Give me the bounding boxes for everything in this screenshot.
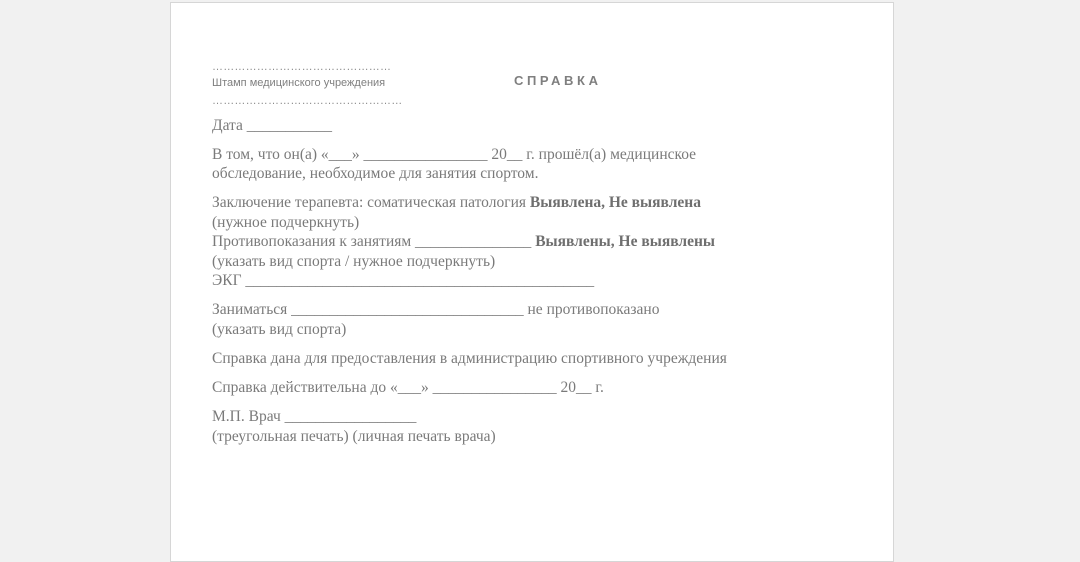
purpose-line: Справка дана для предоставления в администрацию спортивного учреждения bbox=[212, 350, 727, 367]
exam-line-1: В том, что он(а) «___» ________________ 20__ г. прошёл(а) медицинское bbox=[212, 146, 697, 163]
therapist-note: (нужное подчеркнуть) bbox=[212, 214, 360, 231]
signature-line: М.П. Врач _________________ bbox=[212, 408, 417, 425]
date-field: Дата ___________ bbox=[212, 117, 333, 134]
contraindications bbox=[212, 232, 715, 251]
therapist-options: Выявлена, Не выявлена bbox=[529, 194, 701, 211]
therapist-text: Заключение терапевта: соматическая патология bbox=[212, 194, 530, 211]
sport-note: (указать вид спорта) bbox=[212, 321, 347, 338]
exam-line-2: обследование, необходимое для занятия спортом. bbox=[212, 165, 539, 182]
document-page bbox=[170, 2, 894, 562]
ecg-field: ЭКГ _____________________________________________ bbox=[212, 272, 595, 289]
valid-until-line: Справка действительна до «___» ________________ 20__ г. bbox=[212, 379, 604, 396]
stamp-dots-bottom: …………………………………………… bbox=[212, 95, 403, 107]
contra-options: Выявлены, Не выявлены bbox=[535, 233, 715, 250]
stamp-label: Штамп медицинского учреждения bbox=[212, 77, 386, 89]
stamp-dots-top: ………………………………………… bbox=[212, 61, 392, 73]
sport-line: Заниматься ______________________________ не противопоказано bbox=[212, 301, 660, 318]
therapist-conclusion bbox=[212, 193, 701, 212]
contra-text: Противопоказания к занятиям _______________ bbox=[212, 233, 536, 250]
signature-note: (треугольная печать) (личная печать врача) bbox=[212, 428, 496, 445]
contra-note: (указать вид спорта / нужное подчеркнуть) bbox=[212, 253, 496, 270]
document-title: СПРАВКА bbox=[514, 73, 602, 88]
